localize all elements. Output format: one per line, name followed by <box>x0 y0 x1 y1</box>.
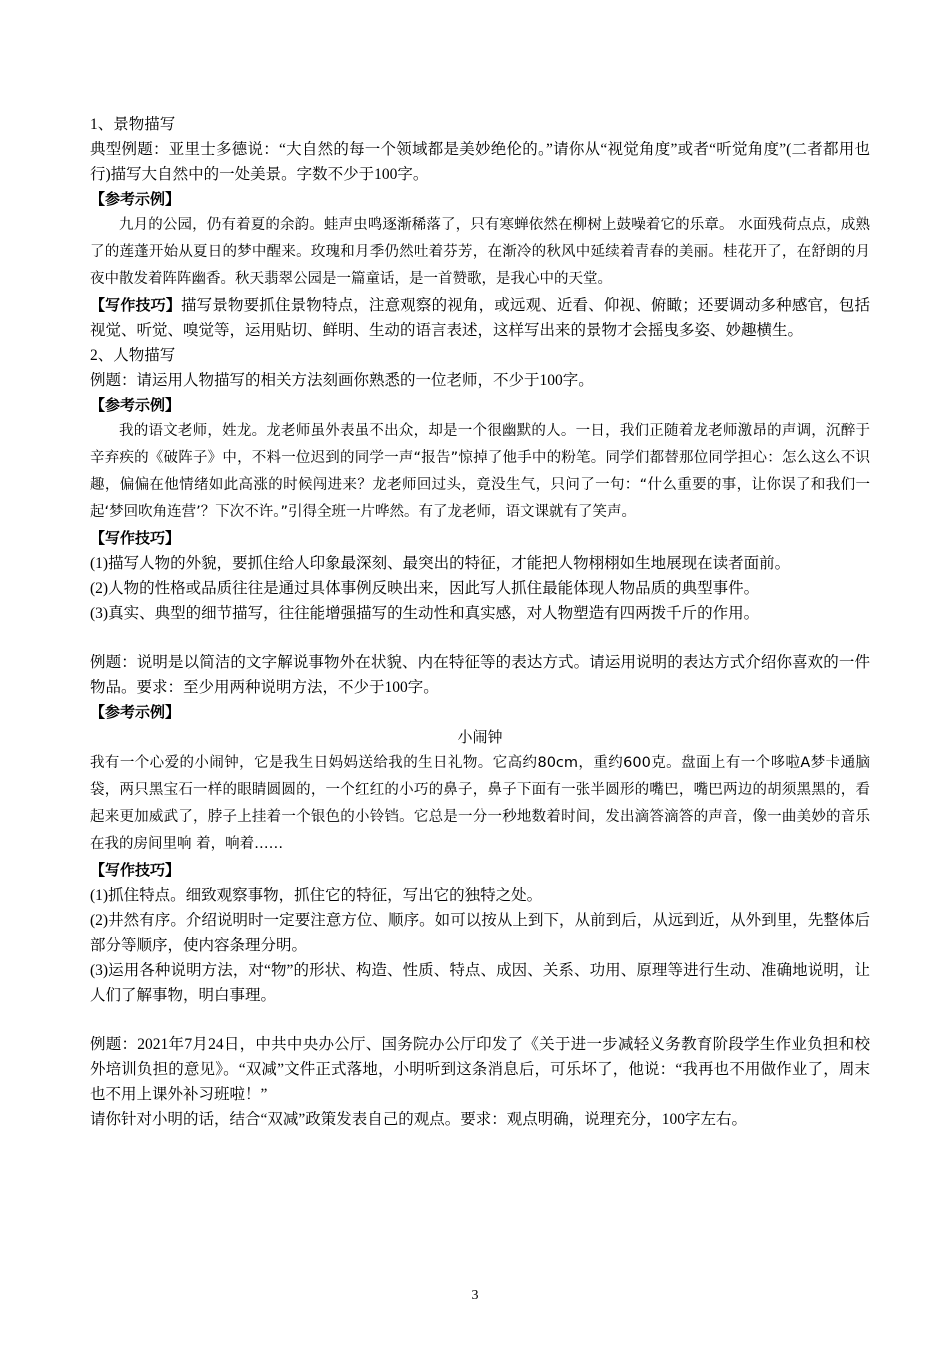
argument-task: 请你针对小明的话，结合“双减”政策发表自己的观点。要求：观点明确，说理充分，100字左右。 <box>90 1111 748 1128</box>
exposition-tip-3: (3)运用各种说明方法，对“物”的形状、构造、性质、特点、成因、关系、功用、原理等进行生动、准确地说明，让人们了解事物，明白事理。 <box>90 962 870 1004</box>
exposition-sample: 我有一个心爱的小闹钟，它是我生日妈妈送给我的生日礼物。它高约80cm，重约600克。盘面上有一个哆啦A梦卡通脑袋，两只黑宝石一样的眼睛圆圆的，一个红红的小巧的鼻子，鼻子下面有一张半圆形的嘴巴，嘴巴两边的胡须黑黑的，看起来更加威武了，脖子上挂着一个银色的小铃铛。它总是一分一秒地数着时间，发出滴答滴答的声音，像一曲美妙的音乐在我的房间里响 着，响着…… <box>90 755 870 852</box>
spacer <box>90 1008 870 1032</box>
character-tips-label: 【写作技巧】 <box>90 529 181 547</box>
character-sample: 我的语文老师，姓龙。龙老师虽外表虽不出众，却是一个很幽默的人。一日，我们正随着龙老师激昂的声调，沉醉于辛弃疾的《破阵子》中，不料一位迟到的同学一声“报告”惊掉了他手中的粉笔。同学们都替那位同学担心：怎么这么不识趣，偏偏在他情绪如此高涨的时候闯进来？龙老师回过头，竟没生气，只问了一句：“什么重要的事，让你误了和我们一起‘梦回吹角连营’？下次不许。”引得全班一片哗然。有了龙老师，语文课就有了笑声。 <box>90 423 870 520</box>
scenery-tips <box>90 293 870 343</box>
scenery-ref-label: 【参考示例】 <box>90 190 181 208</box>
exposition-tip-2: (2)井然有序。介绍说明时一定要注意方位、顺序。如可以按从上到下，从前到后，从远到近，从外到里，先整体后部分等顺序，使内容条理分明。 <box>90 912 870 954</box>
scenery-tips-label: 【写作技巧】 <box>90 296 181 314</box>
exposition-tips-label: 【写作技巧】 <box>90 861 181 879</box>
exposition-ref-label: 【参考示例】 <box>90 703 181 721</box>
section-heading-character: 2、人物描写 <box>90 347 176 364</box>
character-tip-2: (2)人物的性格或品质往往是通过具体事例反映出来，因此写人抓住最能体现人物品质的典型事件。 <box>90 580 760 597</box>
scenery-sample: 九月的公园，仍有着夏的余韵。蛙声虫鸣逐渐稀落了，只有寒蝉依然在柳树上鼓噪着它的乐章。 水面残荷点点，成熟了的莲蓬开始从夏日的梦中醒来。玫瑰和月季仍然吐着芬芳，在渐冷的秋风中延续着青春的美丽。桂花开了，在舒朗的月夜中散发着阵阵幽香。秋天翡翠公园是一篇童话，是一首赞歌，是我心中的天堂。 <box>90 217 870 287</box>
character-question: 例题：请运用人物描写的相关方法刻画你熟悉的一位老师，不少于100字。 <box>90 372 594 389</box>
exposition-tip-1: (1)抓住特点。细致观察事物，抓住它的特征，写出它的独特之处。 <box>90 887 543 904</box>
character-tip-3: (3)真实、典型的细节描写，往往能增强描写的生动性和真实感，对人物塑造有四两拨千斤的作用。 <box>90 605 760 622</box>
scenery-question: 典型例题：亚里士多德说：“大自然的每一个领域都是美妙绝伦的。”请你从“视觉角度”或者“听觉角度”(二者都用也行)描写大自然中的一处美景。字数不少于100字。 <box>90 141 870 183</box>
exposition-sample-title: 小闹钟 <box>457 728 503 746</box>
character-ref-label: 【参考示例】 <box>90 396 181 414</box>
argument-question: 例题：2021年7月24日，中共中央办公厅、国务院办公厅印发了《关于进一步减轻义务教育阶段学生作业负担和校外培训负担的意见》。“双减”文件正式落地，小明听到这条消息后，可乐坏了，他说：“我再也不用做作业了，周末也不用上课外补习班啦！” <box>90 1036 870 1103</box>
character-tip-1: (1)描写人物的外貌，要抓住给人印象最深刻、最突出的特征，才能把人物栩栩如生地展现在读者面前。 <box>90 555 791 572</box>
section-heading-scenery: 1、景物描写 <box>90 116 176 133</box>
page-content <box>90 112 870 1132</box>
spacer <box>90 626 870 650</box>
exposition-question: 例题：说明是以简洁的文字解说事物外在状貌、内在特征等的表达方式。请运用说明的表达方式介绍你喜欢的一件物品。要求：至少用两种说明方法，不少于100字。 <box>90 654 870 696</box>
scenery-tips-text: 描写景物要抓住景物特点，注意观察的视角，或远观、近看、仰视、俯瞰；还要调动多种感官，包括视觉、听觉、嗅觉等，运用贴切、鲜明、生动的语言表述，这样写出来的景物才会摇曳多姿、妙趣横生。 <box>90 297 870 339</box>
page-number: 3 <box>471 1288 479 1303</box>
